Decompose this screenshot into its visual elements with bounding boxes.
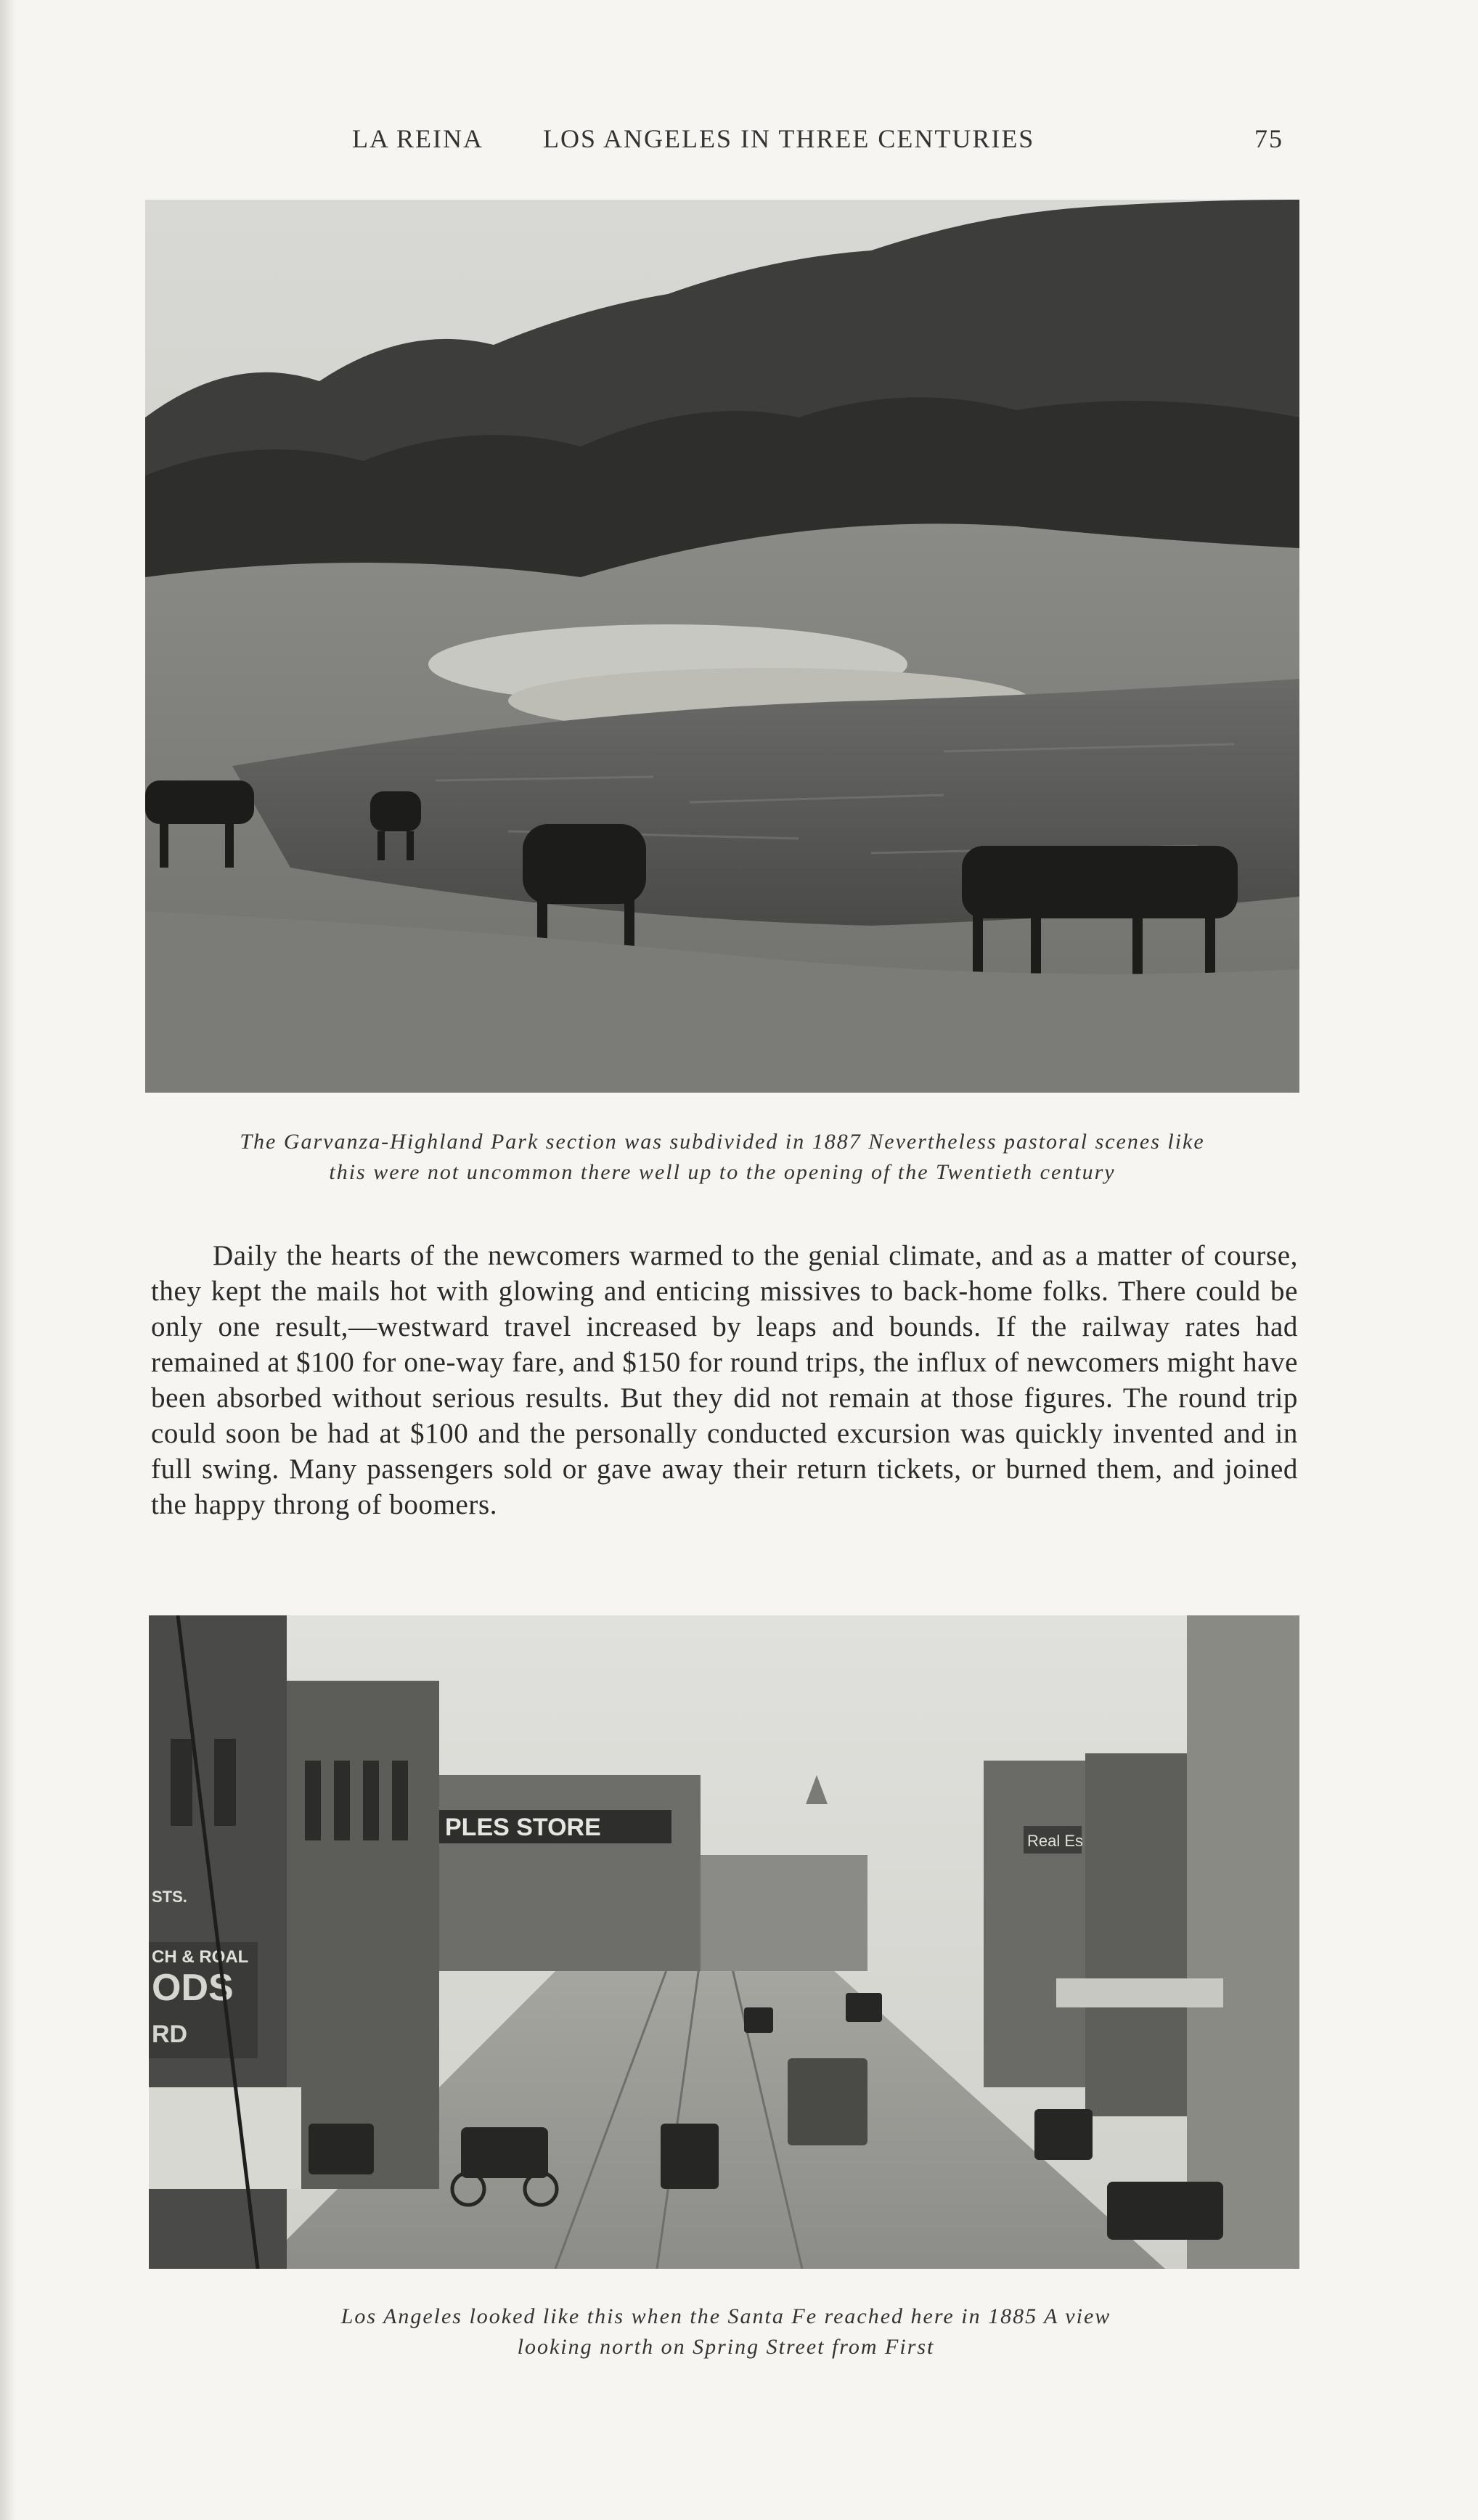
right-sign-text: Real Es <box>1027 1832 1084 1850</box>
photo-pastoral-scene <box>145 200 1299 1093</box>
right-building-2 <box>1085 1753 1187 2116</box>
left-sign-text: ODS <box>152 1967 234 2009</box>
distant-buildings <box>701 1855 867 1971</box>
left-awning <box>149 2087 301 2189</box>
caption-spring-street <box>181 2301 1270 2362</box>
right-awning <box>1056 1978 1223 2007</box>
running-head-title: LOS ANGELES IN THREE CENTURIES <box>543 124 1035 153</box>
spine-shadow <box>0 0 16 2520</box>
running-head-left: LA REINA <box>352 124 483 153</box>
spring-street-illustration <box>149 1615 1299 2269</box>
left-sign-roal: CH & ROAL <box>152 1947 249 1967</box>
left-sign-rd: RD <box>152 2021 188 2048</box>
caption-line: this were not uncommon there well up to the opening of the Twentieth century <box>329 1160 1116 1184</box>
caption-line: looking north on Spring Street from First <box>517 2335 935 2359</box>
right-building-3 <box>1187 1615 1299 2269</box>
store-building <box>439 1775 701 1971</box>
store-sign-text: PLES STORE <box>445 1814 601 1841</box>
left-building-2 <box>287 1681 439 2189</box>
page-number: 75 <box>1254 124 1283 153</box>
caption-line: Los Angeles looked like this when the Santa Fe reached here in 1885 A view <box>340 2304 1111 2328</box>
photo-spring-street <box>149 1615 1299 2269</box>
caption-line: The Garvanza-Highland Park section was subdivided in 1887 Nevertheless pastoral scenes like <box>240 1130 1205 1154</box>
pastoral-scene-illustration <box>145 200 1299 1093</box>
running-head <box>145 123 1299 167</box>
caption-pastoral-scene <box>145 1127 1299 1188</box>
left-sign-sts: STS. <box>152 1888 187 1906</box>
body-paragraph: Daily the hearts of the newcomers warmed to the genial climate, and as a matter of course, they kept the mails hot with glowing and enticing missives to back-home folks. There could be only one result,—westward travel increased by leaps and bounds. If the railway rates had remained at $100 for one-way fare, and $150 for round trips, the influx of newcomers might have been absorbed without serious results. But they did not remain at those figures. The round trip could soon be had at $100 and the personally conducted excursion was quickly invented and in full swing. Many passengers sold or gave away their return tickets, or burned them, and joined the happy throng of boomers. <box>151 1240 1298 1520</box>
right-building-1 <box>984 1761 1085 2087</box>
